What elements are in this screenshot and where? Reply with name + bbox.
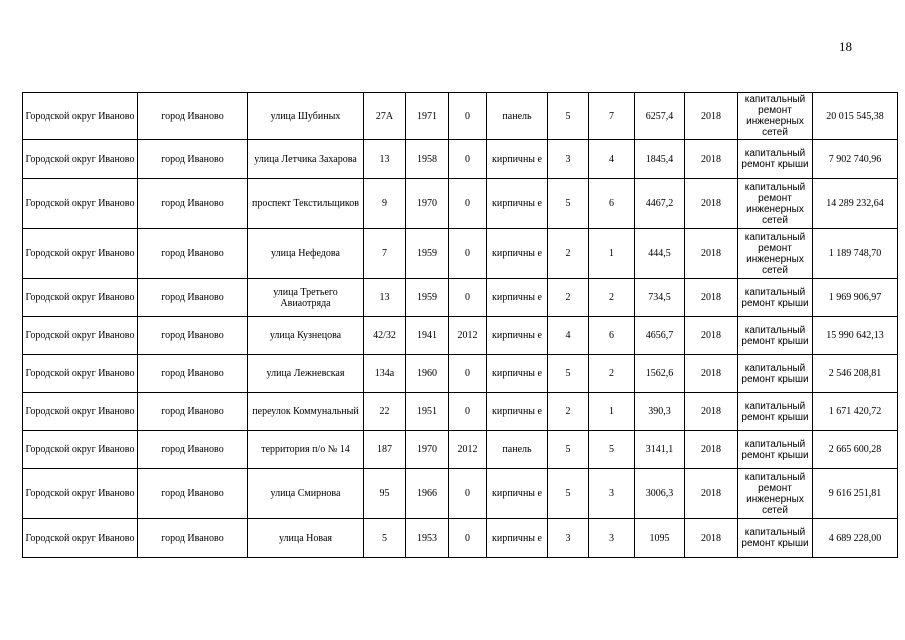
table-row	[23, 93, 898, 140]
cell-area: 1095	[635, 519, 685, 558]
cell-district: Городской округ Иваново	[23, 519, 138, 558]
cell-work-year: 2018	[685, 93, 738, 140]
cell-street: улица Летчика Захарова	[248, 140, 364, 179]
cell-work-type: капитальный ремонт крыши	[738, 393, 813, 431]
cell-city: город Иваново	[138, 469, 248, 519]
cell-street: улица Кузнецова	[248, 317, 364, 355]
cell-floors: 5	[548, 179, 589, 229]
cell-street: территория п/о № 14	[248, 431, 364, 469]
cell-street: улица Шубиных	[248, 93, 364, 140]
cell-reconstruction-year: 0	[449, 279, 487, 317]
cell-work-year: 2018	[685, 229, 738, 279]
cell-district: Городской округ Иваново	[23, 431, 138, 469]
cell-floors: 2	[548, 279, 589, 317]
cell-area: 3006,3	[635, 469, 685, 519]
cell-reconstruction-year: 0	[449, 229, 487, 279]
cell-district: Городской округ Иваново	[23, 469, 138, 519]
cell-cost: 7 902 740,96	[813, 140, 898, 179]
cell-work-year: 2018	[685, 317, 738, 355]
cell-house-number: 187	[364, 431, 406, 469]
cell-reconstruction-year: 2012	[449, 317, 487, 355]
cell-work-type: капитальный ремонт крыши	[738, 519, 813, 558]
cell-street: улица Нефедова	[248, 229, 364, 279]
cell-district: Городской округ Иваново	[23, 355, 138, 393]
cell-floors: 2	[548, 393, 589, 431]
table-body	[23, 93, 898, 558]
cell-street: улица Новая	[248, 519, 364, 558]
cell-city: город Иваново	[138, 140, 248, 179]
cell-entrances: 7	[589, 93, 635, 140]
cell-house-number: 95	[364, 469, 406, 519]
cell-entrances: 3	[589, 519, 635, 558]
cell-cost: 1 189 748,70	[813, 229, 898, 279]
cell-work-year: 2018	[685, 140, 738, 179]
cell-district: Городской округ Иваново	[23, 279, 138, 317]
cell-floors: 2	[548, 229, 589, 279]
cell-reconstruction-year: 0	[449, 355, 487, 393]
cell-work-type: капитальный ремонт крыши	[738, 355, 813, 393]
cell-city: город Иваново	[138, 519, 248, 558]
cell-reconstruction-year: 0	[449, 519, 487, 558]
cell-work-year: 2018	[685, 469, 738, 519]
table-row	[23, 431, 898, 469]
cell-work-year: 2018	[685, 519, 738, 558]
cell-wall-material: кирпичны е	[487, 140, 548, 179]
cell-street: переулок Коммунальный	[248, 393, 364, 431]
cell-wall-material: кирпичны е	[487, 279, 548, 317]
cell-year-built: 1970	[406, 179, 449, 229]
cell-district: Городской округ Иваново	[23, 179, 138, 229]
cell-district: Городской округ Иваново	[23, 393, 138, 431]
cell-house-number: 27А	[364, 93, 406, 140]
cell-reconstruction-year: 0	[449, 393, 487, 431]
cell-work-type: капитальный ремонт инженерных сетей	[738, 93, 813, 140]
cell-city: город Иваново	[138, 317, 248, 355]
cell-year-built: 1958	[406, 140, 449, 179]
cell-city: город Иваново	[138, 393, 248, 431]
cell-cost: 1 671 420,72	[813, 393, 898, 431]
cell-work-type: капитальный ремонт крыши	[738, 431, 813, 469]
cell-reconstruction-year: 2012	[449, 431, 487, 469]
cell-floors: 4	[548, 317, 589, 355]
cell-cost: 20 015 545,38	[813, 93, 898, 140]
cell-year-built: 1966	[406, 469, 449, 519]
cell-floors: 5	[548, 93, 589, 140]
cell-wall-material: кирпичны е	[487, 519, 548, 558]
cell-cost: 4 689 228,00	[813, 519, 898, 558]
cell-year-built: 1960	[406, 355, 449, 393]
cell-wall-material: панель	[487, 431, 548, 469]
cell-year-built: 1971	[406, 93, 449, 140]
cell-work-type: капитальный ремонт инженерных сетей	[738, 229, 813, 279]
cell-area: 4467,2	[635, 179, 685, 229]
cell-year-built: 1959	[406, 229, 449, 279]
cell-work-year: 2018	[685, 431, 738, 469]
cell-floors: 5	[548, 431, 589, 469]
cell-work-year: 2018	[685, 393, 738, 431]
table-row	[23, 229, 898, 279]
cell-entrances: 4	[589, 140, 635, 179]
cell-area: 734,5	[635, 279, 685, 317]
cell-year-built: 1953	[406, 519, 449, 558]
cell-city: город Иваново	[138, 355, 248, 393]
cell-area: 1562,6	[635, 355, 685, 393]
cell-area: 1845,4	[635, 140, 685, 179]
cell-wall-material: панель	[487, 93, 548, 140]
cell-district: Городской округ Иваново	[23, 317, 138, 355]
cell-floors: 3	[548, 140, 589, 179]
cell-entrances: 1	[589, 393, 635, 431]
cell-entrances: 6	[589, 179, 635, 229]
cell-house-number: 7	[364, 229, 406, 279]
cell-work-type: капитальный ремонт инженерных сетей	[738, 469, 813, 519]
cell-floors: 5	[548, 469, 589, 519]
cell-house-number: 13	[364, 279, 406, 317]
table-row	[23, 179, 898, 229]
table-row	[23, 355, 898, 393]
cell-reconstruction-year: 0	[449, 93, 487, 140]
cell-work-type: капитальный ремонт крыши	[738, 279, 813, 317]
cell-wall-material: кирпичны е	[487, 355, 548, 393]
cell-area: 4656,7	[635, 317, 685, 355]
cell-district: Городской округ Иваново	[23, 229, 138, 279]
table-row	[23, 393, 898, 431]
cell-house-number: 13	[364, 140, 406, 179]
cell-entrances: 2	[589, 355, 635, 393]
cell-cost: 14 289 232,64	[813, 179, 898, 229]
housing-table	[22, 92, 898, 558]
cell-reconstruction-year: 0	[449, 469, 487, 519]
cell-work-year: 2018	[685, 279, 738, 317]
cell-wall-material: кирпичны е	[487, 393, 548, 431]
cell-cost: 9 616 251,81	[813, 469, 898, 519]
cell-house-number: 5	[364, 519, 406, 558]
table-row	[23, 317, 898, 355]
table-row	[23, 279, 898, 317]
cell-wall-material: кирпичны е	[487, 317, 548, 355]
cell-floors: 5	[548, 355, 589, 393]
cell-work-type: капитальный ремонт крыши	[738, 317, 813, 355]
cell-city: город Иваново	[138, 179, 248, 229]
cell-year-built: 1970	[406, 431, 449, 469]
cell-city: город Иваново	[138, 431, 248, 469]
cell-work-year: 2018	[685, 179, 738, 229]
cell-cost: 2 546 208,81	[813, 355, 898, 393]
cell-wall-material: кирпичны е	[487, 469, 548, 519]
cell-entrances: 6	[589, 317, 635, 355]
cell-area: 3141,1	[635, 431, 685, 469]
cell-entrances: 5	[589, 431, 635, 469]
cell-cost: 1 969 906,97	[813, 279, 898, 317]
cell-reconstruction-year: 0	[449, 179, 487, 229]
cell-street: улица Лежневская	[248, 355, 364, 393]
cell-work-year: 2018	[685, 355, 738, 393]
cell-year-built: 1959	[406, 279, 449, 317]
cell-entrances: 1	[589, 229, 635, 279]
cell-area: 390,3	[635, 393, 685, 431]
cell-reconstruction-year: 0	[449, 140, 487, 179]
cell-entrances: 3	[589, 469, 635, 519]
cell-entrances: 2	[589, 279, 635, 317]
cell-year-built: 1941	[406, 317, 449, 355]
cell-house-number: 9	[364, 179, 406, 229]
cell-district: Городской округ Иваново	[23, 93, 138, 140]
cell-area: 6257,4	[635, 93, 685, 140]
page-number: 18	[839, 39, 852, 54]
cell-house-number: 42/32	[364, 317, 406, 355]
cell-city: город Иваново	[138, 93, 248, 140]
cell-wall-material: кирпичны е	[487, 179, 548, 229]
cell-street: улица Третьего Авиаотряда	[248, 279, 364, 317]
table-row	[23, 469, 898, 519]
cell-house-number: 22	[364, 393, 406, 431]
cell-wall-material: кирпичны е	[487, 229, 548, 279]
table-row	[23, 140, 898, 179]
cell-year-built: 1951	[406, 393, 449, 431]
cell-city: город Иваново	[138, 279, 248, 317]
cell-work-type: капитальный ремонт крыши	[738, 140, 813, 179]
cell-area: 444,5	[635, 229, 685, 279]
cell-street: улица Смирнова	[248, 469, 364, 519]
cell-street: проспект Текстильщиков	[248, 179, 364, 229]
cell-house-number: 134а	[364, 355, 406, 393]
cell-district: Городской округ Иваново	[23, 140, 138, 179]
cell-work-type: капитальный ремонт инженерных сетей	[738, 179, 813, 229]
cell-floors: 3	[548, 519, 589, 558]
cell-cost: 2 665 600,28	[813, 431, 898, 469]
cell-cost: 15 990 642,13	[813, 317, 898, 355]
table-row	[23, 519, 898, 558]
cell-city: город Иваново	[138, 229, 248, 279]
